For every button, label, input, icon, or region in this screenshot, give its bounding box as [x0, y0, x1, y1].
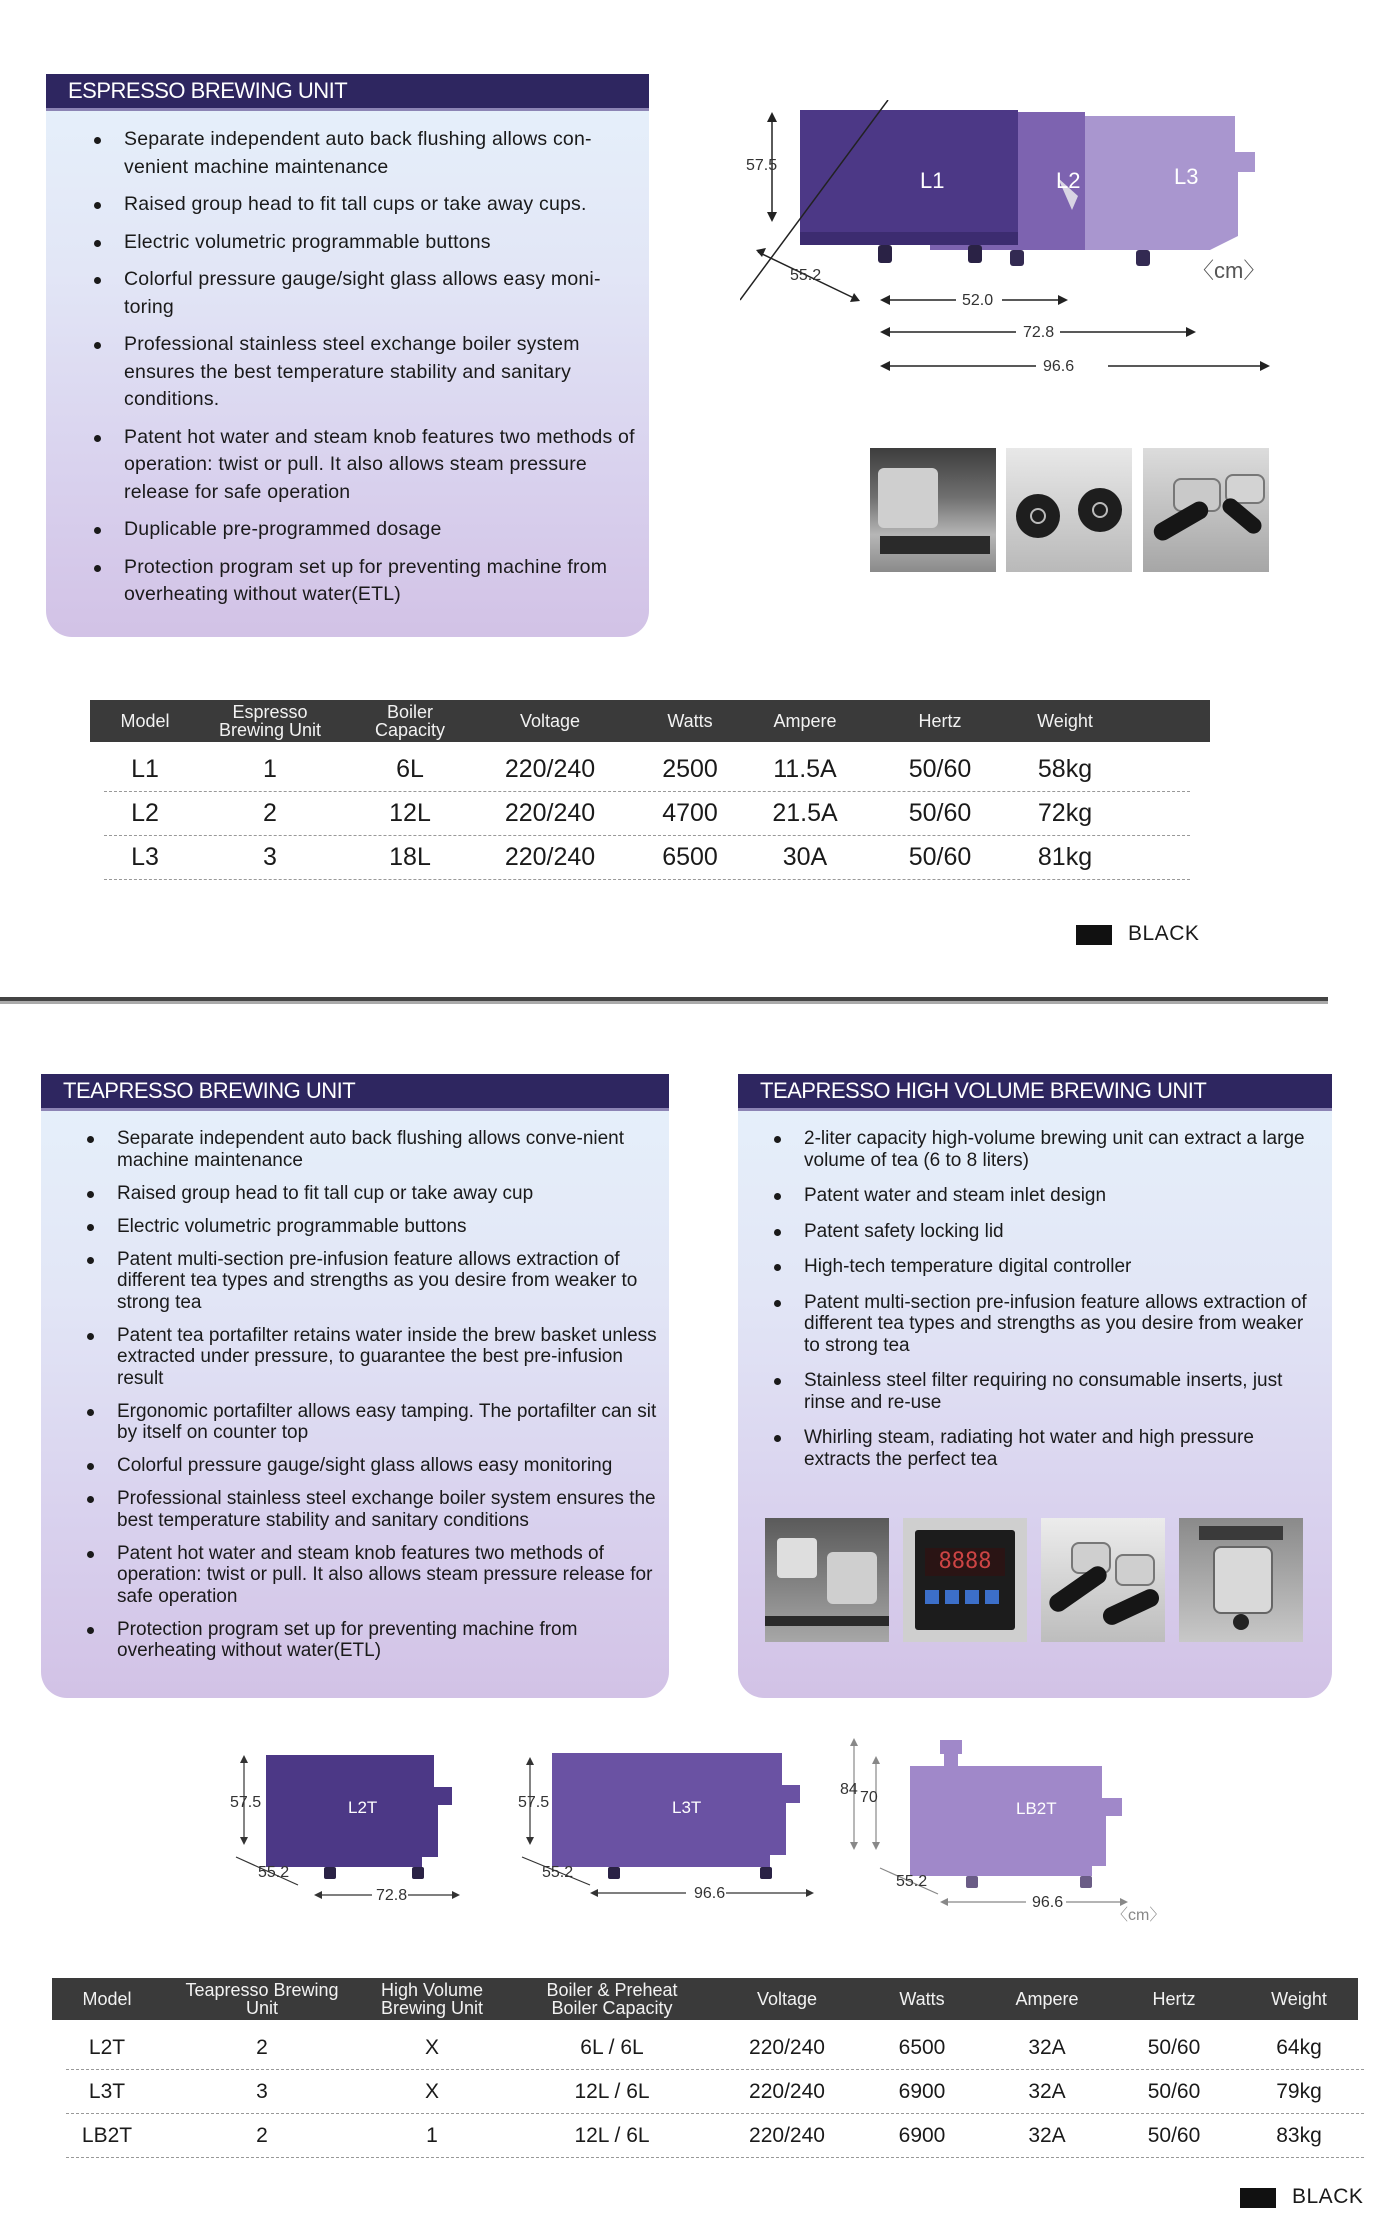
dim-height: 57.5 [746, 157, 778, 174]
lb2t-depth: 55.2 [896, 1873, 928, 1890]
lb2t-height-a: 84 [840, 1781, 858, 1798]
dim-width-l2: 72.8 [1023, 324, 1055, 341]
teapresso-feature-box [41, 1074, 669, 1698]
color-label-black: BLACK [1128, 922, 1200, 945]
machine-l1 [800, 110, 1018, 263]
teapresso-feature-title: TEAPRESSO BREWING UNIT [41, 1074, 669, 1108]
feature-item: Patent water and steam inlet design [764, 1185, 1324, 1207]
machine-label-l2: L2 [1056, 168, 1081, 193]
table-cell: 50/60 [908, 755, 972, 783]
table-cell: 12L [389, 799, 431, 827]
l2t-depth: 55.2 [258, 1864, 290, 1881]
table-header-cell: Voltage [756, 1989, 818, 2009]
table-header-cell: Ampere [1015, 1989, 1079, 2009]
high-volume-feature-box [738, 1074, 1332, 1698]
photo-group-head [870, 448, 996, 572]
feature-item: Colorful pressure gauge/sight glass allows easy monitoring [77, 1455, 661, 1477]
feature-item: Separate independent auto back flushing allows con-venient machine maintenance [84, 126, 636, 181]
espresso-feature-title: ESPRESSO BREWING UNIT [46, 74, 649, 108]
table-cell: 6L [396, 755, 424, 783]
black-color-swatch [1076, 925, 1112, 945]
table-cell: L2 [131, 799, 159, 827]
table-header-cell: Hertz [1152, 1989, 1196, 2009]
l3t-label: L3T [672, 1798, 702, 1817]
black-color-swatch-2 [1240, 2188, 1276, 2208]
feature-item: Colorful pressure gauge/sight glass allows easy moni-toring [84, 266, 636, 321]
table-cell: L2T [88, 2035, 126, 2059]
table-cell: 32A [1028, 2123, 1066, 2147]
l2t-height: 57.5 [230, 1794, 262, 1811]
table-cell: X [424, 2079, 439, 2103]
table-cell: 6900 [898, 2079, 946, 2103]
table-cell: 220/240 [749, 2123, 825, 2147]
table-cell: 2 [263, 799, 277, 827]
table-header-cell: Watts [899, 1989, 945, 2009]
photo-tea-portafilter [1041, 1518, 1165, 1642]
table-cell: 50/60 [908, 799, 972, 827]
feature-item: Whirling steam, radiating hot water and high pressure extracts the perfect tea [764, 1427, 1324, 1470]
feature-item: Patent multi-section pre-infusion feature allows extraction of different tea types and strengths as you desire from weaker to strong tea [77, 1249, 661, 1314]
dim-width-l1: 52.0 [962, 292, 994, 309]
l3t-height: 57.5 [518, 1794, 550, 1811]
table-cell: 220/240 [749, 2035, 825, 2059]
table-cell: 220/240 [504, 755, 596, 783]
table-row [66, 2114, 1364, 2158]
table-cell: 220/240 [504, 799, 596, 827]
table-header-cell: Ampere [773, 711, 837, 731]
table-row [66, 2070, 1364, 2114]
l2t-label: L2T [348, 1798, 378, 1817]
table-cell: 32A [1028, 2035, 1066, 2059]
table-header-cell: Weight [1037, 711, 1093, 731]
espresso-feature-list [84, 126, 636, 619]
l3t-width: 96.6 [694, 1885, 726, 1902]
feature-item: Electric volumetric programmable buttons [84, 229, 636, 257]
table-cell: 2 [256, 2035, 268, 2059]
lb2t-width: 96.6 [1032, 1894, 1064, 1911]
table-cell: 83kg [1276, 2123, 1322, 2147]
table-cell: 50/60 [1147, 2035, 1201, 2059]
table-cell: 50/60 [1147, 2079, 1201, 2103]
l2t-dimension-diagram [212, 1745, 472, 1910]
table-cell: 220/240 [504, 843, 596, 871]
photo-steam-knobs [1006, 448, 1132, 572]
photo-high-volume-unit [1179, 1518, 1303, 1642]
table-header-cell: Watts [667, 711, 713, 731]
table-cell: 64kg [1276, 2035, 1322, 2059]
table-cell: 72kg [1037, 799, 1093, 827]
feature-item: Patent tea portafilter retains water inside the brew basket unless extracted under pressure, to guarantee the best pre-infusion result [77, 1325, 661, 1390]
table-cell: 12L / 6L [574, 2079, 650, 2103]
feature-item: Patent hot water and steam knob features two methods of operation: twist or pull. It also allows steam pressure release for safe operation [84, 424, 636, 507]
table-cell: 6500 [662, 843, 718, 871]
feature-item: Patent safety locking lid [764, 1221, 1324, 1243]
table-row [104, 792, 1190, 836]
table-cell: 21.5A [772, 799, 838, 827]
table-cell: LB2T [81, 2123, 133, 2147]
l3t-dimension-diagram [500, 1745, 820, 1910]
feature-item: High-tech temperature digital controller [764, 1256, 1324, 1278]
table-row [104, 836, 1190, 880]
section-divider-shadow [0, 1001, 1328, 1004]
table-header-cell: Boiler Capacity [374, 702, 446, 740]
table-header-cell: Boiler & Preheat Boiler Capacity [546, 1980, 678, 2018]
table-header-cell: Weight [1271, 1989, 1327, 2009]
table-cell: 58kg [1037, 755, 1093, 783]
high-volume-feature-title: TEAPRESSO HIGH VOLUME BREWING UNIT [738, 1074, 1332, 1108]
feature-item: Patent multi-section pre-infusion feature allows extraction of different tea types and strengths as you desire from weaker to strong tea [764, 1292, 1324, 1357]
table-row [66, 2026, 1364, 2070]
feature-item: Separate independent auto back flushing allows conve-nient machine maintenance [77, 1128, 661, 1171]
table-cell: 6900 [898, 2123, 946, 2147]
table-cell: 50/60 [908, 843, 972, 871]
photo-brew-unit-inlet [765, 1518, 889, 1642]
dim-width-l3: 96.6 [1043, 358, 1075, 375]
espresso-table-header [90, 700, 1210, 742]
table-header-cell: Espresso Brewing Unit [218, 702, 322, 740]
table-cell: 81kg [1037, 843, 1093, 871]
table-header-cell: Voltage [519, 711, 581, 731]
table-cell: 220/240 [749, 2079, 825, 2103]
table-cell: 79kg [1276, 2079, 1322, 2103]
table-cell: 50/60 [1147, 2123, 1201, 2147]
table-cell: 6L / 6L [580, 2035, 644, 2059]
dim-depth: 55.2 [790, 267, 822, 284]
lb2t-unit: 〈cm〉 [1112, 1907, 1166, 1922]
lb2t-label: LB2T [1016, 1799, 1057, 1818]
espresso-feature-box [46, 74, 649, 637]
table-cell: 6500 [898, 2035, 946, 2059]
table-header-cell: Hertz [918, 711, 962, 731]
table-cell: 3 [263, 843, 277, 871]
table-header-cell: High Volume Brewing Unit [380, 1980, 484, 2018]
table-cell: 2500 [662, 755, 718, 783]
photo-digital-controller [903, 1518, 1027, 1642]
table-cell: L1 [131, 755, 159, 783]
table-header-cell: Teapresso Brewing Unit [185, 1980, 339, 2018]
table-cell: 11.5A [773, 755, 837, 783]
table-header-cell: Model [82, 1989, 132, 2009]
table-row [104, 748, 1190, 792]
table-cell: 30A [782, 843, 828, 871]
feature-item: Raised group head to fit tall cups or take away cups. [84, 191, 636, 219]
table-cell: 18L [389, 843, 431, 871]
table-cell: 1 [263, 755, 277, 783]
tea-table-header [52, 1978, 1358, 2020]
controller-display: 8888 [925, 1548, 1005, 1576]
espresso-dimension-diagram [740, 100, 1280, 400]
feature-item: Raised group head to fit tall cup or take away cup [77, 1183, 661, 1205]
feature-item: Professional stainless steel exchange boiler system ensures the best temperature stability and sanitary conditions [77, 1488, 661, 1531]
feature-item: Electric volumetric programmable buttons [77, 1216, 661, 1238]
teapresso-feature-list [77, 1128, 661, 1673]
table-cell: 2 [256, 2123, 268, 2147]
table-cell: 32A [1028, 2079, 1066, 2103]
photo-portafilter [1143, 448, 1269, 572]
feature-item: Duplicable pre-programmed dosage [84, 516, 636, 544]
table-cell: L3 [131, 843, 159, 871]
feature-item: Stainless steel filter requiring no consumable inserts, just rinse and re-use [764, 1370, 1324, 1413]
feature-item: Patent hot water and steam knob features two methods of operation: twist or pull. It also allows steam pressure release for safe operation [77, 1543, 661, 1608]
feature-item: Professional stainless steel exchange boiler system ensures the best temperature stability and sanitary conditions. [84, 331, 636, 414]
feature-item: 2-liter capacity high-volume brewing unit can extract a large volume of tea (6 to 8 liters) [764, 1128, 1324, 1171]
lb2t-dimension-diagram [840, 1722, 1200, 1922]
feature-item: Protection program set up for preventing machine from overheating without water(ETL) [77, 1619, 661, 1662]
table-header-cell: Model [120, 711, 170, 731]
l2t-width: 72.8 [376, 1887, 408, 1904]
table-cell: X [424, 2035, 439, 2059]
table-cell: L3T [88, 2079, 126, 2103]
l3t-depth: 55.2 [542, 1864, 574, 1881]
color-label-black-2: BLACK [1292, 2185, 1364, 2208]
feature-item: Protection program set up for preventing machine from overheating without water(ETL) [84, 554, 636, 609]
table-cell: 1 [426, 2123, 438, 2147]
lb2t-height-b: 70 [860, 1789, 878, 1806]
dim-unit: 〈cm〉 [1192, 258, 1266, 283]
machine-label-l3: L3 [1174, 164, 1199, 189]
high-volume-feature-list [764, 1128, 1324, 1484]
machine-label-l1: L1 [920, 168, 945, 193]
table-cell: 3 [256, 2079, 268, 2103]
table-cell: 4700 [662, 799, 718, 827]
feature-item: Ergonomic portafilter allows easy tamping. The portafilter can sit by itself on counter top [77, 1401, 661, 1444]
table-cell: 12L / 6L [574, 2123, 650, 2147]
